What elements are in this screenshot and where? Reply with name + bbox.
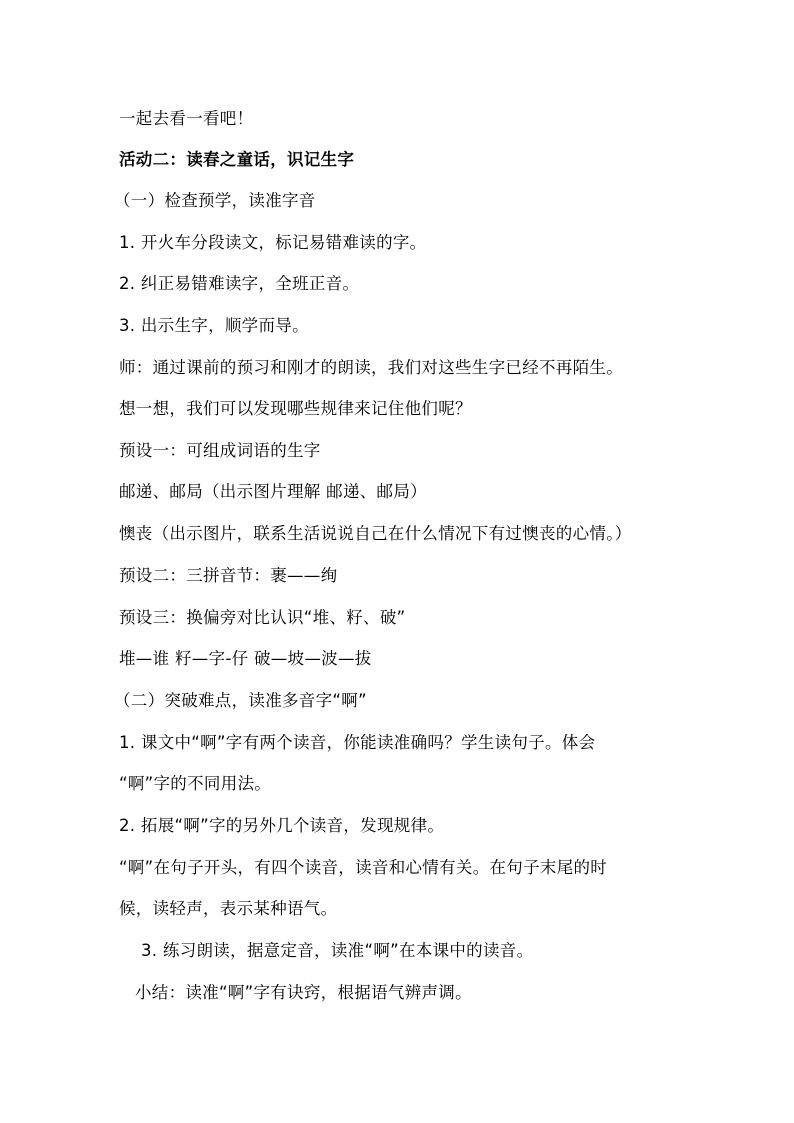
radical-compare-line: 堆—谁 籽—字-仔 破—坡—波—拔 xyxy=(119,649,372,668)
polyphone-step-one-cont: “啊”字的不同用法。 xyxy=(119,774,272,793)
polyphone-step-one-line: 1. 课文中“啊”字有两个读音，你能读准确吗？学生读句子。体会 xyxy=(119,733,596,752)
step-three-line: 3. 出示生字，顺学而导。 xyxy=(119,316,309,335)
activity-two-heading: 活动二：读春之童话，识记生字 xyxy=(119,150,355,169)
step-one-line: 1. 开火车分段读文，标记易错难读的字。 xyxy=(119,233,427,252)
polyphone-rule-line: “啊”在句子开头，有四个读音，读音和心情有关。在句子末尾的时 xyxy=(119,858,608,877)
preset-two-line: 预设二：三拼音节：裹——绚 xyxy=(119,566,338,585)
step-two-line: 2. 纠正易错难读字，全班正音。 xyxy=(119,274,360,293)
preset-three-line: 预设三：换偏旁对比认识“堆、籽、破” xyxy=(119,608,406,627)
question-line: 想一想，我们可以发现哪些规律来记住他们呢？ xyxy=(119,399,472,418)
teacher-line: 师：通过课前的预习和刚才的朗读，我们对这些生字已经不再陌生。 xyxy=(119,358,623,377)
words-aosang-line: 懊丧（出示图片，联系生活说说自己在什么情况下有过懊丧的心情。） xyxy=(119,524,632,543)
polyphone-rule-cont: 候，读轻声，表示某种语气。 xyxy=(119,899,338,918)
preset-one-line: 预设一：可组成词语的生字 xyxy=(119,441,321,460)
section-one-heading: （一）检查预学，读准字音 xyxy=(114,191,316,210)
polyphone-step-three-line: 3. 练习朗读，据意定音，读准“啊”在本课中的读音。 xyxy=(141,941,534,960)
summary-line: 小结：读准“啊”字有诀窍，根据语气辨声调。 xyxy=(135,983,472,1002)
words-youdi-line: 邮递、邮局（出示图片理解 邮递、邮局） xyxy=(119,482,427,501)
section-two-heading: （二）突破难点，读准多音字“啊” xyxy=(114,691,367,710)
intro-line: 一起去看一看吧！ xyxy=(119,109,254,128)
polyphone-step-two-line: 2. 拓展“啊”字的另外几个读音，发现规律。 xyxy=(119,816,445,835)
